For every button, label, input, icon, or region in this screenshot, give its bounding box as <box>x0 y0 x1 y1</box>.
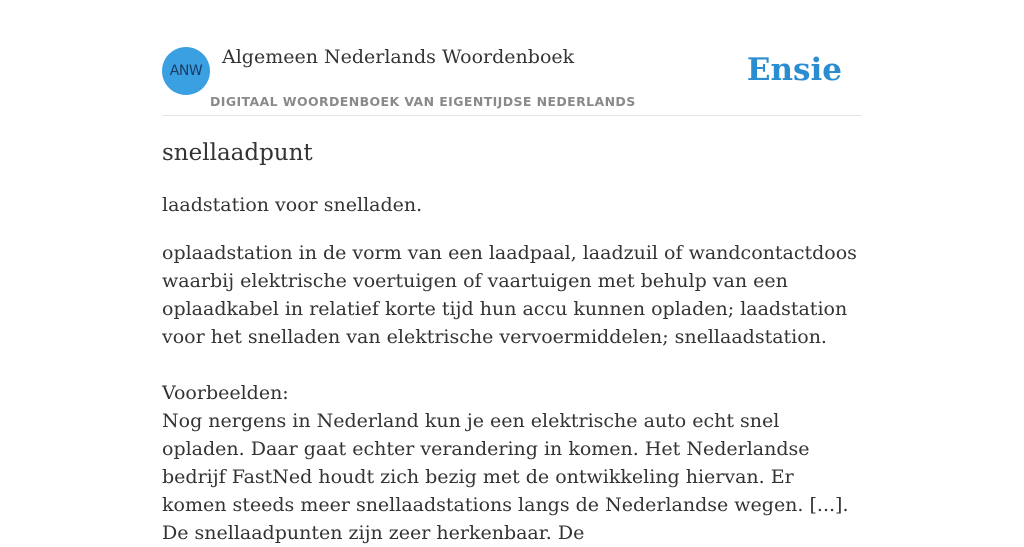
examples-label: Voorbeelden: <box>162 382 289 404</box>
site-header <box>162 0 862 116</box>
site-title[interactable]: Algemeen Nederlands Woordenboek <box>222 46 575 68</box>
anw-logo[interactable]: ANW <box>162 47 210 95</box>
site-subtitle: DIGITAAL WOORDENBOEK VAN EIGENTIJDSE NEDERLANDS <box>210 94 636 109</box>
short-definition: laadstation voor snelladen. <box>162 194 423 216</box>
example-text: Nog nergens in Nederland kun je een elektrische auto echt snel opladen. Daar gaat echter verandering in komen. Het Nederlandse bedrijf FastNed houdt zich bezig met de ontwikkeling hiervan. Er komen steeds meer snellaadstations langs de Nederlandse wegen. [...]. De snellaadpunten zijn zeer herkenbaar. De <box>162 410 849 544</box>
ensie-brand-link[interactable]: Ensie <box>746 52 842 88</box>
paragraph-gap <box>162 351 862 379</box>
page <box>162 0 862 544</box>
long-definition: oplaadstation in de vorm van een laadpaal, laadzuil of wandcontactdoos waarbij elektrische voertuigen of vaartuigen met behulp van een oplaadkabel in relatief korte tijd hun accu kunnen opladen; laadstation voor het snelladen van elektrische vervoermiddelen; snellaadstation. <box>162 242 857 348</box>
entry-headword: snellaadpunt <box>162 140 313 166</box>
entry-body <box>162 239 862 547</box>
